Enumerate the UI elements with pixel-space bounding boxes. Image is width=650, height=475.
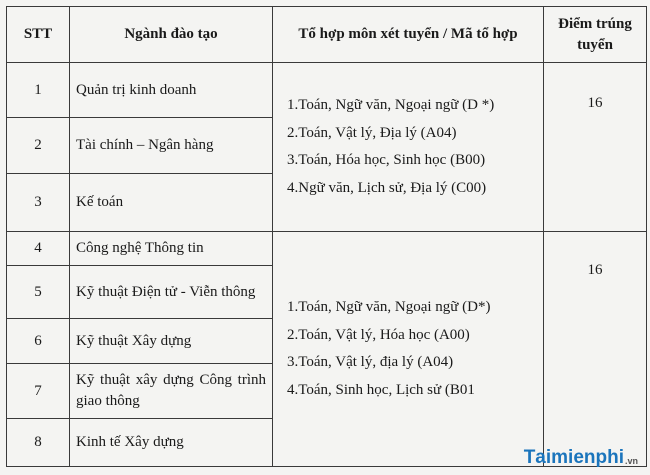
row-stt: 2 [7,118,70,174]
combo-list [273,63,544,232]
row-stt: 7 [7,364,70,419]
combo-list [273,232,544,467]
table-row [7,232,647,266]
table-row [7,63,647,118]
row-major: Kế toán [70,174,273,232]
header-stt: STT [7,7,70,63]
row-major: Kỹ thuật Điện tử - Viễn thông [70,266,273,319]
combo-item: 3.Toán, Hóa học, Sinh học (B00) [287,152,486,168]
row-stt: 4 [7,232,70,266]
taimienphi-watermark [524,447,638,469]
row-major: Quản trị kinh doanh [70,63,273,118]
header-score [544,7,647,63]
row-stt: 5 [7,266,70,319]
score-cell: 16 [544,232,647,467]
header-combo: Tổ hợp môn xét tuyển / Mã tổ hợp [273,7,544,63]
admission-score-table [6,6,647,467]
header-row [7,7,647,63]
combo-item: 2.Toán, Vật lý, Địa lý (A04) [287,124,457,141]
row-stt: 8 [7,419,70,467]
row-stt: 1 [7,63,70,118]
row-major: Công nghệ Thông tin [70,232,273,266]
taimienphi-logo-icon: T [523,447,536,468]
combo-item: 1.Toán, Ngữ văn, Ngoại ngữ (D *) [287,97,495,113]
header-score-line1: Điểm trúng [558,15,632,32]
combo-item: 4.Toán, Sinh học, Lịch sử (B01 [287,381,475,398]
row-stt: 6 [7,319,70,364]
combo-item: 4.Ngữ văn, Lịch sử, Địa lý (C00) [287,179,487,196]
score-cell: 16 [544,63,647,232]
row-major: Kinh tế Xây dựng [70,419,273,467]
header-score-line2: tuyển [577,36,613,53]
header-major: Ngành đào tạo [70,7,273,63]
row-major: Kỹ thuật xây dựng Công trình giao thông [70,364,273,419]
watermark-text: aimienphi [535,447,624,468]
combo-item: 2.Toán, Vật lý, Hóa học (A00) [287,326,470,343]
combo-item: 3.Toán, Vật lý, địa lý (A04) [287,354,454,370]
row-major: Kỹ thuật Xây dựng [70,319,273,364]
row-major: Tài chính – Ngân hàng [70,118,273,174]
watermark-suffix: .vn [624,456,638,466]
row-stt: 3 [7,174,70,232]
combo-item: 1.Toán, Ngữ văn, Ngoại ngữ (D*) [287,299,491,315]
